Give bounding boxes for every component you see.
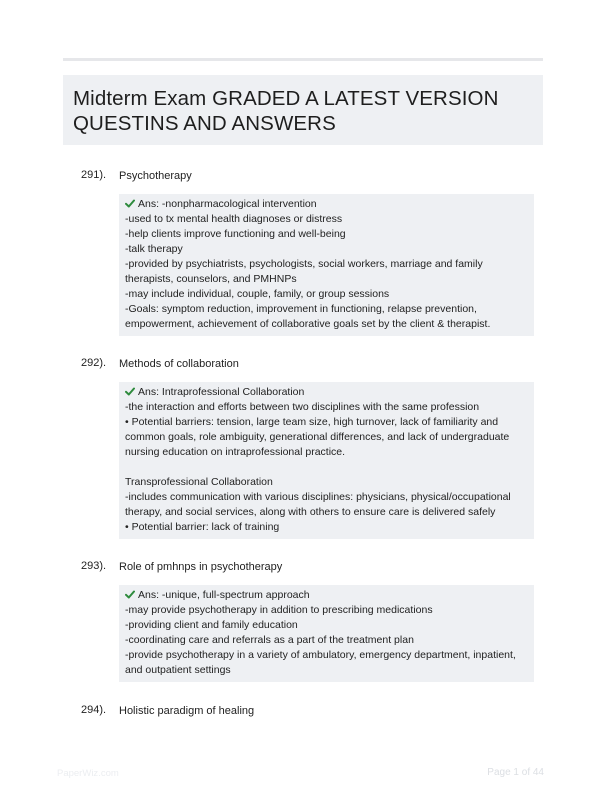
answer-line: -providing client and family education [125,619,298,631]
checkmark-icon [125,199,135,208]
answer-line: -provide psychotherapy in a variety of ambulatory, emergency department, inpatient, [125,649,516,661]
answer-line: common goals, role ambiguity, generational differences, and lack of undergraduate [125,431,510,443]
answer-line: -may include individual, couple, family, or group sessions [125,288,390,300]
checkmark-icon [125,387,135,396]
answer-box [119,194,534,336]
answer-line [125,385,528,400]
answer-line: and outpatient settings [125,664,231,676]
answer-line: therapists, counselors, and PMHNPs [125,273,297,285]
question-number: 293). [81,560,107,572]
answer-line [125,460,528,475]
answer-line: Transprofessional Collaboration [125,476,273,488]
answer-line: -Goals: symptom reduction, improvement in functioning, relapse prevention, [125,303,477,315]
answer-line: -help clients improve functioning and well-being [125,228,346,240]
document-title-line-2: QUESTINS AND ANSWERS [73,112,336,135]
title-banner [63,75,543,145]
answer-box [119,382,534,539]
answer-line: • Potential barrier: lack of training [125,521,280,533]
answer-line: nursing education on intraprofessional practice. [125,446,346,458]
answer-line: -may provide psychotherapy in addition to prescribing medications [125,604,433,616]
question-number: 294). [81,704,107,716]
question-title: Role of pmhnps in psychotherapy [119,561,283,573]
answer-line: -used to tx mental health diagnoses or distress [125,213,343,225]
answer-line: empowerment, achievement of collaborative goals set by the client & therapist. [125,318,491,330]
answer-line: • Potential barriers: tension, large team size, high turnover, lack of familiarity and [125,416,499,428]
question-number: 291). [81,169,107,181]
question-title: Psychotherapy [119,170,192,182]
question-title: Methods of collaboration [119,358,239,370]
answer-line: -provided by psychiatrists, psychologists, social workers, marriage and family [125,258,483,270]
answer-line: -includes communication with various disciplines: physicians, physical/occupational [125,491,511,503]
checkmark-icon [125,590,135,599]
answer-line [125,197,528,212]
answer-line: -the interaction and efforts between two disciplines with the same profession [125,401,480,413]
answer-text: Ans: -unique, full-spectrum approach [138,589,310,601]
question-number: 292). [81,357,107,369]
page-number: Page 1 of 44 [487,767,544,778]
question-title: Holistic paradigm of healing [119,705,255,717]
answer-line: -talk therapy [125,243,183,255]
answer-line: -coordinating care and referrals as a part of the treatment plan [125,634,414,646]
header-rule [63,58,543,61]
answer-line [125,588,528,603]
answer-text: Ans: -nonpharmacological intervention [138,198,317,210]
answer-line: therapy, and social services, along with others to ensure care is delivered safely [125,506,496,518]
document-title-line-1: Midterm Exam GRADED A LATEST VERSION [73,87,499,110]
answer-text: Ans: Intraprofessional Collaboration [138,386,305,398]
footer-watermark: PaperWiz.com [57,768,119,779]
answer-box [119,585,534,682]
